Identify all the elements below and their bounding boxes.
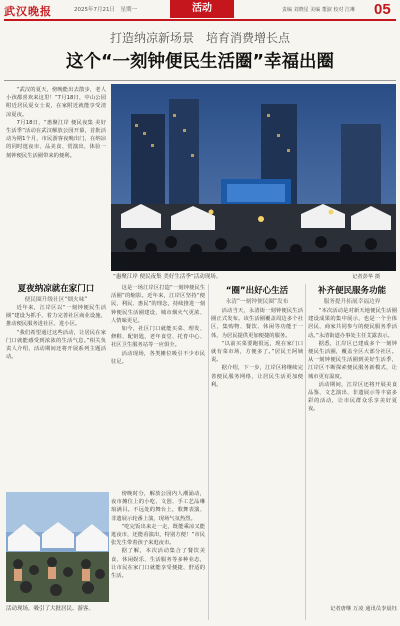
section1-subtitle: 便民圈升级社区“烟火味” <box>24 297 88 303</box>
body-column-a <box>111 284 205 489</box>
main-photo-credit: 记者彭华 摄 <box>352 274 381 280</box>
issue-date: 2025年7月21日 星期一 <box>74 7 137 13</box>
body-paragraph: 据了解，本次活动集合了餐饮美食、休闲娱乐、生活服务等多种业态，让市民在家门口就能享受便捷、舒适的生活。 <box>111 548 205 580</box>
section1-paragraph: 近年来，江岸区以“一刻钟便民生活圈”建设为抓手，着力完善社区商业设施，推动便民服务进社区、进小区。 <box>6 305 106 328</box>
crowd-photo-illustration <box>6 492 109 602</box>
section3-subtitle: 服务提升拓展幸福边界 <box>323 299 381 305</box>
main-photo-caption: “惠聚江岸 便民夜集 美好生活季”活动现场。 <box>113 274 222 280</box>
column-divider <box>208 284 209 620</box>
section3-body <box>308 307 397 603</box>
headline-rule <box>4 80 396 81</box>
section3-paragraph: 活动期间，江岸区还将开展美食品鉴、文艺演出、非遗展示等丰富多彩的活动，让市民群众乐享美好夏夜。 <box>308 381 397 413</box>
header-rule <box>4 19 396 21</box>
crowd-photo-caption: 活动现场，吸引了大批居民、游客。 <box>6 606 95 612</box>
section2-paragraph: 据介绍，下一步，江岸区将继续完善便民服务网络，让居民生活更加便利。 <box>211 365 303 388</box>
reporter-credit: 记者唐继 万凌 通讯员李晨钰 <box>330 606 397 612</box>
page-number: 05 <box>374 1 391 18</box>
newspaper-logo: 武汉晚报 <box>4 5 52 18</box>
section2-paragraph: 活动当天，永清街一刻钟便民生活圈正式发布。该生活圈覆盖周边多个社区，集购物、餐饮、休闲等功能于一体，为居民提供更加便捷的服务。 <box>211 308 303 339</box>
section1-title: 夏夜纳凉就在家门口 <box>17 284 95 294</box>
section2-title: “圈”出好心生活 <box>225 286 289 296</box>
article-subhead: 打造纳凉新场景 培育消费增长点 <box>109 31 290 45</box>
lead-column <box>6 86 106 272</box>
body-paragraph: 活动现场，各类摊位吸引不少市民驻足。 <box>111 350 205 365</box>
body-column-b <box>111 490 205 610</box>
column-divider <box>305 284 306 620</box>
masthead <box>0 0 400 22</box>
body-paragraph: 傍晚时分，解放公园内人潮涌动，夜市摊位上的小吃、文创、手工艺品琳琅满目。不远处的舞台上，歌舞表演、非遗展示轮番上演，现场气氛热烈。 <box>111 491 205 522</box>
lead-paragraph: 7月18日，“惠聚江岸 便民夜集 美好生活季”活动在武汉解放公园开幕，首批活动为期1个月，市民游客夜晚出门，在纳凉的同时逛夜市、品美食、赏演出，体验一刻钟便民生活圈带来的便利。 <box>6 119 106 159</box>
body-paragraph: 这是一场江岸区打造“一刻钟便民生活圈”的缩影。近年来，江岸区坚持“便民、利民、惠民”的理念，持续推进一刻钟便民生活圈建设，城市烟火气更浓、人情味更足。 <box>111 285 205 324</box>
lead-paragraph: “武汉的夏天，傍晚能出去散步，老人小孩都喜欢来这里！”7月18日，中山公园附近居民夏女士说，在家附近就能享受清凉夏夜。 <box>6 87 106 118</box>
section2-body <box>211 307 303 619</box>
section3-paragraph: “本次活动是对新天地便民生活圈建设成果的集中展示，也是一个全体居民、商家共同参与的便民服务季活动。”永清街道办事处主任艾露表示。 <box>308 308 397 339</box>
editor-credits: 责编 刘晓星 美编 董淑 校对 江琳 <box>282 7 355 13</box>
section1-paragraph: “我们希望通过这些活动，让居民在家门口就能感受到浓浓的生活气息。”相关负责人介绍，活动期间还将开展系列主题活动。 <box>6 329 106 361</box>
body-paragraph: “吃完饭出来走一走，既能乘凉又能逛夜市，还能看演出，特别方便！”市民张先生带着孩子来逛夜市。 <box>111 523 205 547</box>
section-tab: 活动 <box>170 0 234 18</box>
article-headline: 这个“一刻钟便民生活圈”幸福出圈 <box>65 52 334 72</box>
section1-body <box>6 304 106 488</box>
section3-paragraph: 据悉，江岸区已建成多个一刻钟便民生活圈，覆盖全区大部分社区。从一刻钟便民生活圈到美好生活季，江岸区不断探索便民服务新模式，让城市更有温度。 <box>308 340 397 380</box>
section3-title: 补齐便民服务功能 <box>317 286 386 296</box>
event-photo <box>111 84 396 271</box>
body-paragraph: 如今，社区门口就能买菜、理发、修鞋、配钥匙，老年食堂、托育中心、社区卫生服务站等一应俱全。 <box>111 326 205 349</box>
event-photo-illustration <box>111 84 396 271</box>
crowd-photo <box>6 492 109 602</box>
section2-paragraph: “以前买菜要跑很远，现在家门口就有菜市场，方便多了。”居民王阿姨说。 <box>211 340 303 364</box>
section2-subtitle: 永清“一刻钟便民圈”发布 <box>225 299 289 305</box>
